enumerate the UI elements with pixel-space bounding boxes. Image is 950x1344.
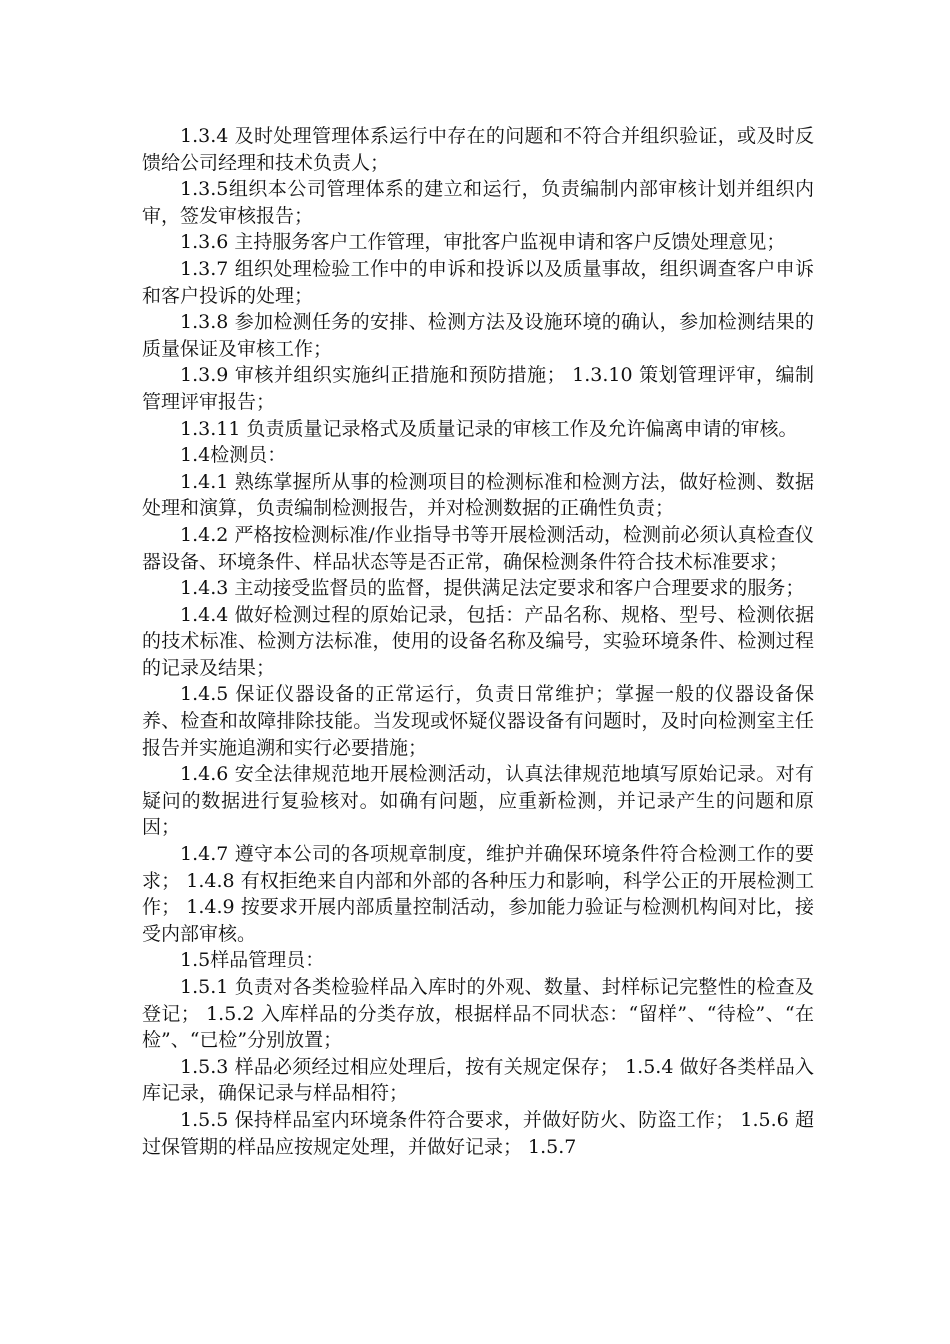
paragraph-1-4-1: 1.4.1 熟练掌握所从事的检测项目的检测标准和检测方法，做好检测、数据处理和演算，负责编制检测报告，并对检测数据的正确性负责； <box>142 470 814 520</box>
section-heading-1-4: 1.4检测员： <box>180 444 287 467</box>
paragraph-1-3-7: 1.3.7 组织处理检验工作中的申诉和投诉以及质量事故，组织调查客户申诉和客户投诉的处理； <box>142 257 814 307</box>
paragraph-1-3-11: 1.3.11 负责质量记录格式及质量记录的审核工作及允许偏离申请的审核。 <box>180 417 798 440</box>
paragraph-1-4-7: 1.4.7 遵守本公司的各项规章制度，维护并确保环境条件符合检测工作的要求； 1.4.8 有权拒绝来自内部和外部的各种压力和影响，科学公正的开展检测工作； 1.4.9 按要求开展内部质量控制活动，参加能力验证与检测机构间对比，接受内部审核。 <box>142 843 814 945</box>
paragraph-1-3-6: 1.3.6 主持服务客户工作管理，审批客户监视申请和客户反馈处理意见； <box>180 231 786 254</box>
paragraph-1-4-3: 1.4.3 主动接受监督员的监督，提供满足法定要求和客户合理要求的服务； <box>180 577 805 600</box>
document-body <box>142 123 814 1160</box>
paragraph-1-5-3: 1.5.3 样品必须经过相应处理后，按有关规定保存； 1.5.4 做好各类样品入库记录，确保记录与样品相符； <box>142 1055 814 1105</box>
paragraph-1-5-5: 1.5.5 保持样品室内环境条件符合要求，并做好防火、防盗工作； 1.5.6 超过保管期的样品应按规定处理，并做好记录； 1.5.7 <box>142 1108 814 1158</box>
paragraph-1-5-1: 1.5.1 负责对各类检验样品入库时的外观、数量、封样标记完整性的检查及登记； 1.5.2 入库样品的分类存放，根据样品不同状态：“留样”、“待检”、“在检”、“已检”分别放置； <box>142 976 814 1052</box>
paragraph-1-4-4: 1.4.4 做好检测过程的原始记录，包括：产品名称、规格、型号、检测依据的技术标准、检测方法标准，使用的设备名称及编号，实验环境条件、检测过程的记录及结果； <box>142 603 814 679</box>
paragraph-1-3-9: 1.3.9 审核并组织实施纠正措施和预防措施； 1.3.10 策划管理评审，编制管理评审报告； <box>142 364 814 413</box>
section-heading-1-5: 1.5样品管理员： <box>180 949 325 972</box>
paragraph-1-4-5: 1.4.5 保证仪器设备的正常运行，负责日常维护；掌握一般的仪器设备保养、检查和故障排除技能。当发现或怀疑仪器设备有问题时，及时向检测室主任报告并实施追溯和实行必要措施； <box>142 683 814 759</box>
paragraph-1-4-2: 1.4.2 严格按检测标准/作业指导书等开展检测活动，检测前必须认真检查仪器设备、环境条件、样品状态等是否正常，确保检测条件符合技术标准要求； <box>142 523 814 573</box>
paragraph-1-3-4: 1.3.4 及时处理管理体系运行中存在的问题和不符合并组织验证，或及时反馈给公司经理和技术负责人； <box>142 125 814 174</box>
paragraph-1-3-8: 1.3.8 参加检测任务的安排、检测方法及设施环境的确认，参加检测结果的质量保证及审核工作； <box>142 311 814 360</box>
paragraph-1-4-6: 1.4.6 安全法律规范地开展检测活动，认真法律规范地填写原始记录。对有疑问的数据进行复验核对。如确有问题，应重新检测，并记录产生的问题和原因； <box>142 763 814 839</box>
paragraph-1-3-5: 1.3.5组织本公司管理体系的建立和运行，负责编制内部审核计划并组织内审，签发审核报告； <box>142 178 814 227</box>
